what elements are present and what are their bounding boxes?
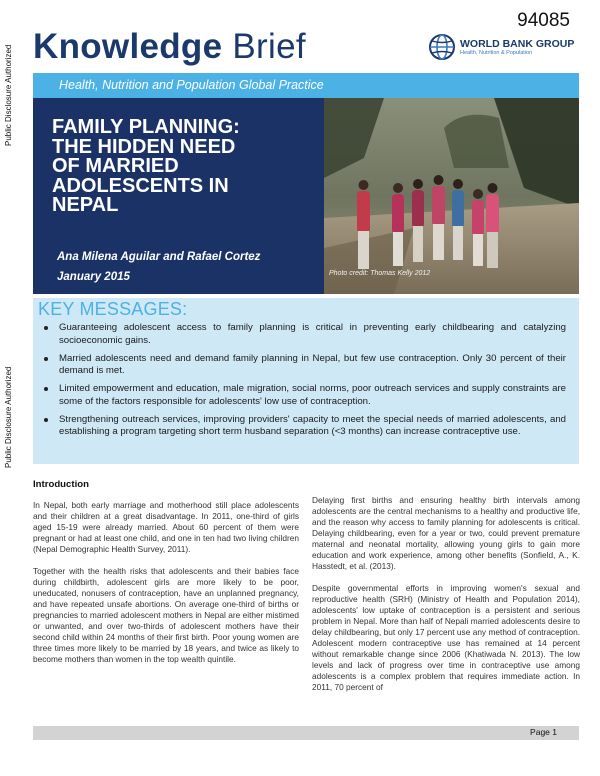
body-paragraph: Delaying first births and ensuring healthy birth intervals among adolescents are the central mechanisms to a healthy and productive life, and the reason why access to family planning for adolescents is critical. Delaying childbearing, even for a year or two, could prevent premature maternal and neonatal mortality, allowing young girls to gain more education and work experience, among other benefits (Sonfield, A., K. Hasstedt, et al. (2013). [312,495,580,571]
women-walking-photo [324,98,579,294]
body-column-right [312,495,580,703]
world-bank-logo [428,33,574,61]
body-paragraph: Despite governmental efforts in improving women's sexual and reproductive health (SRH) (Ministry of Health and Population 2014), adolescents' low uptake of contraception is a persistent and serious problem in Nepal. More than half of Nepali married adolescents desire to delay childbearing, but only 17 percent use any method of contraception. Adolescent modern contraceptive use has remained at 14 percent without remarkable change since 2006 (Khatiwada N. 2013). The low levels and lack of progress over time in contraceptive use among adolescents is a complex problem that requires immediate action. In 2011, 70 percent of [312,582,580,692]
hero-title-line: THE HIDDEN NEED [52,135,236,158]
brand-light: Brief [222,27,306,66]
key-message-text: Limited empowerment and education, male migration, social norms, poor outreach services and supply constraints are some of the factors responsible for adolescents' low use of contraception. [59,383,566,407]
disclosure-label-bottom: Public Disclosure Authorized [4,366,13,468]
body-column-left [33,500,299,675]
bullet-icon [44,357,48,361]
document-number: 94085 [517,10,570,31]
hero-title-line: NEPAL [52,194,119,216]
globe-icon [428,33,456,61]
world-bank-name: WORLD BANK GROUP [460,38,575,50]
practice-label: Health, Nutrition and Population Global Practice [59,78,324,92]
page-footer [33,726,579,740]
key-message-text: Strengthening outreach services, improving providers' capacity to meet the special needs of married adolescents, and establishing a program targeting short term husband separation (<3 months) can increase contraceptive use. [59,413,566,438]
practice-banner [33,73,579,98]
key-messages-title: KEY MESSAGES: [38,299,188,319]
world-bank-subtitle: Health, Nutrition & Population [460,50,533,56]
cover-photo [324,98,579,294]
body-paragraph: Together with the health risks that adolescents and their babies face during childbirth, adolescent girls are more likely to be poor, uneducated, nonusers of contraception, have an unplanned pregnancy, and have repeated unsafe abortions. On average one-third of births or pregnancies to married adolescent mothers in Nepal are either mistimed or unwanted, and over two-thirds of adolescent mothers have their second child within 24 months of their first birth. Poor young women are three times more likely to be married by 18 years, and twice as likely to become mothers than women in the top wealth quintile. [33,565,299,664]
knowledge-brief-title [33,27,306,67]
disclosure-label-top: Public Disclosure Authorized [4,44,13,146]
hero-title-line: ADOLESCENTS IN [52,174,229,197]
hero-title-line: OF MARRIED [52,155,179,177]
bullet-icon [44,387,48,391]
key-message-text: Married adolescents need and demand family planning in Nepal, but few use contraception. Only 30 percent of their demand is met. [59,352,566,377]
key-message-item [42,383,566,408]
key-message-text: Guaranteeing adolescent access to family planning is critical in preventing early childbearing and catalyzing socioeconomic gains. [59,322,566,346]
page-number: Page 1 [530,727,557,737]
authors: Ana Milena Aguilar and Rafael Cortez [57,251,261,263]
bullet-icon [44,418,48,422]
publication-date: January 2015 [57,271,130,283]
body-paragraph: In Nepal, both early marriage and motherhood still place adolescents and their children at a great disadvantage. In 2011, one-third of girls aged 15-19 were already married. About 60 percent of them were pregnant or had at least one child, and one in ten had two living children (Nepal Demographic Health Survey, 2011). [33,500,299,554]
key-message-item [42,353,566,378]
key-message-item [42,414,566,439]
brand-bold: Knowledge [33,27,223,66]
introduction-heading: Introduction [33,479,89,490]
key-messages-list [42,322,566,444]
hero-title [52,118,322,216]
photo-credit: Photo credit: Thomas Kelly 2012 [329,270,431,277]
bullet-icon [44,326,48,330]
hero-title-line: FAMILY PLANNING: [52,116,240,138]
key-message-item [42,322,566,347]
